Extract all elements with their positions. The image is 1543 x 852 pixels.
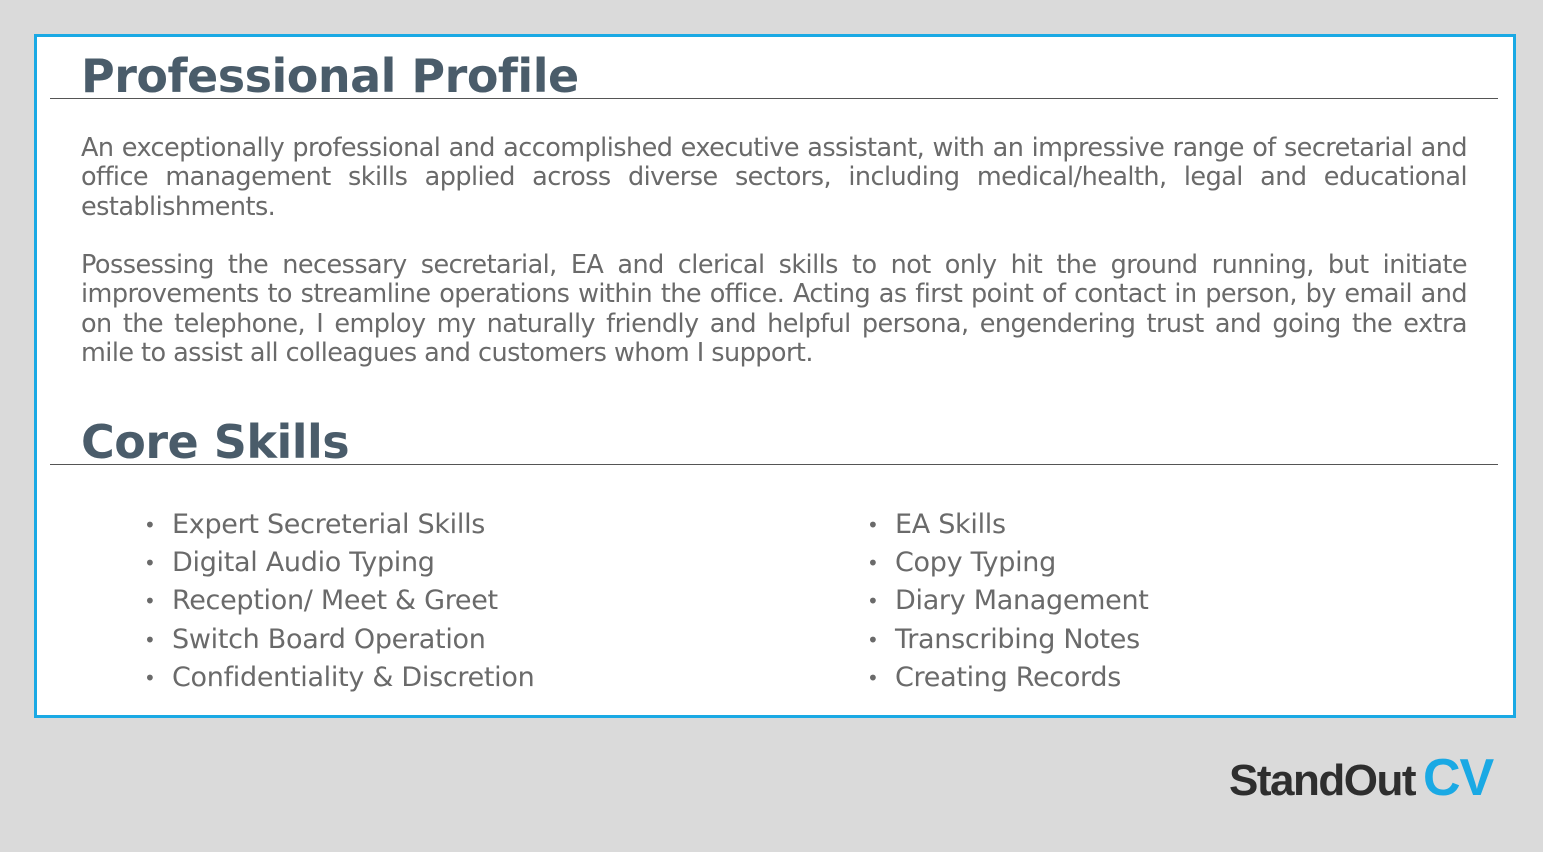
skill-label: Creating Records	[895, 661, 1121, 693]
skill-label: Switch Board Operation	[172, 623, 486, 655]
profile-heading-rule	[50, 98, 1498, 99]
bullet-icon: •	[867, 513, 879, 537]
skill-label: Confidentiality & Discretion	[172, 661, 535, 693]
skill-item	[144, 621, 534, 659]
skill-item	[867, 544, 1149, 582]
bullet-icon: •	[867, 627, 879, 652]
bullet-icon: •	[144, 665, 156, 690]
skill-label: EA Skills	[895, 509, 1006, 540]
bullet-icon: •	[867, 589, 879, 614]
bullet-icon: •	[144, 551, 156, 576]
skill-item	[144, 582, 534, 620]
bullet-icon: •	[144, 513, 156, 537]
skill-label: Digital Audio Typing	[172, 547, 435, 579]
skill-item	[144, 506, 534, 544]
cv-excerpt-card	[34, 34, 1516, 718]
bullet-icon: •	[867, 551, 879, 576]
bullet-icon: •	[144, 627, 156, 652]
skill-item	[867, 621, 1149, 659]
skill-item	[867, 582, 1149, 620]
profile-paragraph-2: Possessing the necessary secretarial, EA and clerical skills to not only hit the ground running, but initiate improvements to streamline operations within the office. Acting as first point of contact in person, by email and on the telephone, I employ my naturally friendly and helpful persona, engendering trust and going the extra mile to assist all colleagues and customers whom I support.	[81, 250, 1467, 368]
bullet-icon: •	[867, 665, 879, 690]
skills-heading: Core Skills	[81, 415, 350, 469]
skill-item	[867, 659, 1149, 697]
profile-paragraph-1: An exceptionally professional and accomplished executive assistant, with an impressive range of secretarial and office management skills applied across diverse sectors, including medical/health, legal and educational establishments.	[81, 133, 1467, 222]
standout-cv-logo	[1229, 749, 1494, 807]
brand-logo-main-text: StandOut	[1229, 756, 1415, 805]
skill-item	[867, 506, 1149, 544]
skills-right-column	[867, 506, 1149, 697]
skill-label: Expert Secreterial Skills	[172, 509, 486, 540]
brand-logo-accent-text: CV	[1422, 749, 1494, 807]
skills-heading-rule	[50, 464, 1498, 465]
bullet-icon: •	[144, 589, 156, 614]
profile-heading: Professional Profile	[81, 49, 579, 103]
skills-left-column	[144, 506, 534, 697]
skill-label: Transcribing Notes	[895, 623, 1140, 655]
skill-item	[144, 659, 534, 697]
skill-item	[144, 544, 534, 582]
skill-label: Diary Management	[895, 585, 1149, 617]
skill-label: Copy Typing	[895, 547, 1056, 579]
skill-label: Reception/ Meet & Greet	[172, 585, 498, 617]
